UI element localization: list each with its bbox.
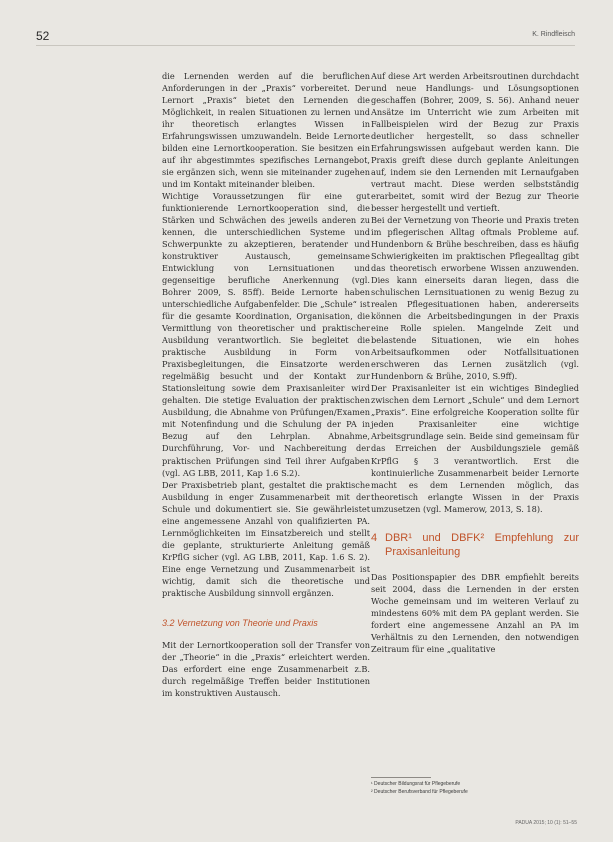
left-paragraph-4: Mit der Lernortkooperation soll der Transfer von der „Theorie“ in die „Praxis“ erleichtert werden. Das erfordert eine enge Zusammenarbeit z.B. durch regelmäßige Treffen beider Institutionen im konstruktiven Austausch. — [162, 639, 370, 698]
right-paragraph-4: Das Positionspapier des DBR empfiehlt bereits seit 2004, dass die Lernenden in der ersten Woche gemeinsam und im weiteren Verlauf zu mindestens 60% mit dem PA geplant werden. Sie fordert eine angemessene Anzahl an PA im Verhältnis zu den Lernenden, den notwendigen Zeitraum für eine „qualitative — [371, 571, 579, 654]
header-divider — [36, 45, 575, 46]
page-number: 52 — [36, 29, 50, 43]
right-paragraph-2: Bei der Vernetzung von Theorie und Praxis treten im pflegerischen Alltag oftmals Probleme auf. Hundenborn & Brühe beschreiben, dass es häufig Schwierigkeiten im praktischen Pflegealltag gibt das theoretisch erworbene Wissen anzuwenden. Dies kann einerseits daran liegen, dass die schulischen Lernsituationen zu wenig Bezug zu realen Pflegesituationen haben, andererseits können die Arbeitsbedingungen in der Praxis eine Rolle spielen. Mangelnde Zeit und belastende Situationen, wie ein hohes Arbeitsaufkommen oder Notfallsituationen erschweren das Lernen zusätzlich (vgl. Hundenborn & Brühe, 2010, S.9ff). — [371, 215, 579, 382]
footnote-1: ¹ Deutscher Bildungsrat für Pflegeberufe — [371, 781, 461, 787]
section-heading-3-2: 3.2 Vernetzung von Theorie und Praxis — [162, 617, 318, 628]
right-paragraph-3: Der Praxisanleiter ist ein wichtiges Bindeglied zwischen dem Lernort „Schule“ und dem Lernort „Praxis“. Eine erfolgreiche Kooperation sollte für jeden Praxisanleiter eine wichtige Arbeitsgrundlage sein. Beide sind gemeinsam für das Erreichen der Ausbildungsziele gemäß KrPflG § 3 verantwortlich. Erst die kontinuierliche Zusammenarbeit beider Lernorte macht es dem Lernenden möglich, das theoretisch erlangte Wissen in der Praxis umzusetzen (vgl. Mamerow, 2013, S. 18). — [371, 383, 579, 514]
left-paragraph-2: Wichtige Voraussetzungen für eine gut funktionierende Lernortkooperation sind, die Stärken und Schwächen des jeweils anderen zu kennen, die unterschiedlichen Systeme und Schwerpunkte zu akzeptieren, beratender und konstruktiver Austausch, gemeinsame Entwicklung von Lernsituationen und gegenseitige berufliche Anerkennung (vgl. Bohrer 2009, S. 85ff). Beide Lernorte haben unterschiedliche Aufgabenfelder. Die „Schule“ ist für die gesamte Koordination, Organisation, die Vermittlung von theoretischer und praktischer Ausbildung verantwortlich. Sie begleitet die praktische Ausbildung in Form von Praxisbegleitungen, die Einsatzorte werden regelmäßig besucht und der Kontakt zur Stationsleitung sowie dem Praxisanleiter wird gehalten. Die stetige Evaluation der praktischen Ausbildung, die Abnahme von Prüfungen/Examen mit Notenfindung und die Schulung der PA in Bezug auf den Lehrplan. Abnahme, Durchführung, Vor- und Nachbereitung der praktischen Prüfungen sind Teil ihrer Aufgaben (vgl. AG LBB, 2011, Kap 1.6 S.2). — [162, 191, 370, 478]
page-header — [0, 28, 613, 46]
left-column — [162, 70, 370, 699]
section-number: 4 — [371, 531, 378, 544]
left-paragraph-3: Der Praxisbetrieb plant, gestaltet die praktische Ausbildung in enger Zusammenarbeit mit der Schule und dokumentiert sie. Sie gewährleistet eine angemessene Anzahl von qualifizierten PA. Lernmöglichkeiten im Einsatzbereich und stellt die geplante, strukturierte Anleitung gemäß KrPflG sicher (vgl. AG LBB, 2011, Kap. 1.6 S. 2). Eine enge Vernetzung und Zusammenarbeit ist wichtig, damit sich die theoretische und praktische Ausbildung sinnvoll ergänzen. — [162, 479, 370, 598]
left-paragraph-1: die Lernenden werden auf die beruflichen Anforderungen in der „Praxis“ vorbereitet. Der Lernort „Praxis“ bietet den Lernenden die Möglichkeit, in realen Situationen zu lernen und ihr theoretisch erlangtes Wissen in Erfahrungswissen umzuwandeln. Beide Lernorte bilden eine Lernortkooperation. Sie besitzen ein auf ihr abgestimmtes spezifisches Lernangebot, sie ergänzen sich, wenn sie miteinander zugehen und im Kontakt miteinander bleiben. — [162, 71, 370, 190]
section-title: DBR¹ und DBFK² Empfehlung zur Praxisanleitung — [385, 531, 579, 558]
footnote-2: ² Deutscher Berufsverband für Pflegeberufe — [371, 789, 468, 795]
right-column — [371, 70, 579, 655]
page-footer: PADUA 2015; 10 (1): 51–55 — [515, 820, 577, 826]
section-heading-4 — [371, 531, 579, 559]
footnote-divider — [371, 777, 431, 778]
right-paragraph-1: Auf diese Art werden Arbeitsroutinen durchdacht und neue Handlungs- und Lösungsoptionen geschaffen (Bohrer, 2009, S. 56). Anhand neuer Ansätze im Unterricht wie zum Arbeiten mit Fallbeispielen wird der Bezug zur Praxis deutlicher hergestellt, so dass schneller Erfahrungswissen aufgebaut werden kann. Die Praxis greift diese durch geplante Anleitungen auf, indem sie den Lernenden mit Lernaufgaben vertraut macht. Diese werden selbstständig erarbeitet, somit wird der Bezug zur Theorie besser hergestellt und vertieft. — [371, 71, 579, 214]
running-title: K. Rindfleisch — [532, 31, 575, 38]
